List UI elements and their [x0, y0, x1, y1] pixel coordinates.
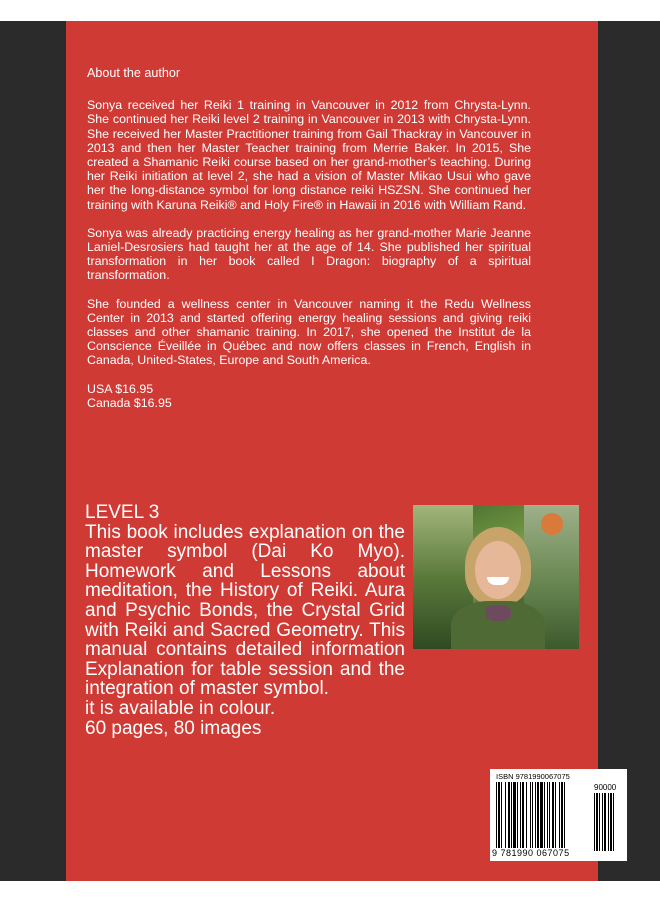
- about-paragraph-3: She founded a wellness center in Vancouver naming it the Redu Wellness Center in 2013 and started offering energy healing sessions and giving reiki classes and other shamanic training. In 2017, she opened the Institut de la Conscience Éveillée in Québec and now offers classes in French, English in Canada, United-States, Europe and South America.: [87, 296, 531, 368]
- barcode-addon-bar: [599, 793, 600, 851]
- level-body: This book includes explanation on the master symbol (Dai Ko Myo). Homework and Lessons about meditation, the History of Reiki. Aura and Psychic Bonds, the Crystal Grid with Reiki and Sacred Geometry. This manual contains detailed information Explanation for table session and the integration of master symbol.: [85, 521, 405, 700]
- barcode-addon-number: 90000: [594, 783, 617, 792]
- barcode-bar: [547, 782, 548, 848]
- barcode-bar: [520, 782, 521, 848]
- barcode-addon-bar: [604, 793, 606, 851]
- barcode-bar: [511, 782, 512, 848]
- about-paragraph-1: Sonya received her Reiki 1 training in Vancouver in 2012 from Chrysta-Lynn. She continued her Reiki level 2 training in Vancouver in 2013 with Chrysta-Lynn. She received her Master Practitioner training from Gail Thackray in Vancouver in 2013 and then her Master Teacher training from Merrie Baker. In 2015, She created a Shamanic Reiki course based on her grand-mother’s teaching. During her Reiki initiation at level 2, she had a vision of Master Mikao Usui who gave her the long-distance symbol for long distance reiki HSZSN. She continued her training with Karuna Reiki® and Holy Fire® in Hawaii in 2016 with William Rand.: [87, 98, 531, 212]
- barcode-bar: [496, 782, 497, 848]
- level-pages: 60 pages, 80 images: [85, 717, 262, 739]
- price-canada: Canada $16.95: [87, 395, 172, 410]
- level-description: [85, 503, 405, 738]
- author-photo: [413, 505, 579, 649]
- barcode-addon-bar: [610, 793, 612, 851]
- prices: [87, 382, 531, 410]
- barcode-bar: [505, 782, 506, 848]
- barcode-addon-bar: [594, 793, 595, 851]
- barcode-bar: [564, 782, 565, 848]
- barcode-bars: [496, 782, 590, 848]
- barcode-bar: [561, 782, 563, 848]
- barcode-bar: [552, 782, 554, 848]
- barcode-bar: [517, 782, 518, 848]
- barcode-bar: [526, 782, 527, 848]
- barcode-addon-bars: [594, 793, 622, 851]
- barcode-bar: [513, 782, 516, 848]
- barcode-bar: [559, 782, 560, 848]
- left-dark-band: [0, 21, 66, 881]
- isbn-barcode: [490, 769, 627, 861]
- barcode-bar: [537, 782, 539, 848]
- barcode-bar: [535, 782, 536, 848]
- barcode-bar: [532, 782, 533, 848]
- right-dark-band: [598, 21, 660, 881]
- isbn-label: ISBN 9781990067075: [496, 772, 570, 781]
- barcode-digits: 9 781990 067075: [492, 848, 570, 858]
- about-heading: About the author: [87, 66, 181, 80]
- barcode-bar: [498, 782, 500, 848]
- barcode-bar: [555, 782, 556, 848]
- barcode-bar: [508, 782, 510, 848]
- barcode-bar: [522, 782, 524, 848]
- barcode-bar: [540, 782, 543, 848]
- barcode-bar: [501, 782, 502, 848]
- barcode-addon-bar: [596, 793, 598, 851]
- barcode-bar: [544, 782, 545, 848]
- barcode-bar: [549, 782, 550, 848]
- about-paragraph-2: Sonya was already practicing energy healing as her grand-mother Marie Jeanne Laniel-Desrosiers had taught her at the age of 14. She published her spiritual transformation in her book called I Dragon: biography of a spiritual transformation.: [87, 225, 531, 283]
- barcode-addon-bar: [613, 793, 614, 851]
- barcode-bar: [530, 782, 531, 848]
- barcode-addon-bar: [608, 793, 609, 851]
- level-title: LEVEL 3: [85, 502, 160, 523]
- level-availability: it is available in colour.: [85, 697, 276, 719]
- price-usa: USA $16.95: [87, 381, 154, 396]
- barcode-addon-bar: [602, 793, 603, 851]
- about-author-section: [87, 66, 531, 410]
